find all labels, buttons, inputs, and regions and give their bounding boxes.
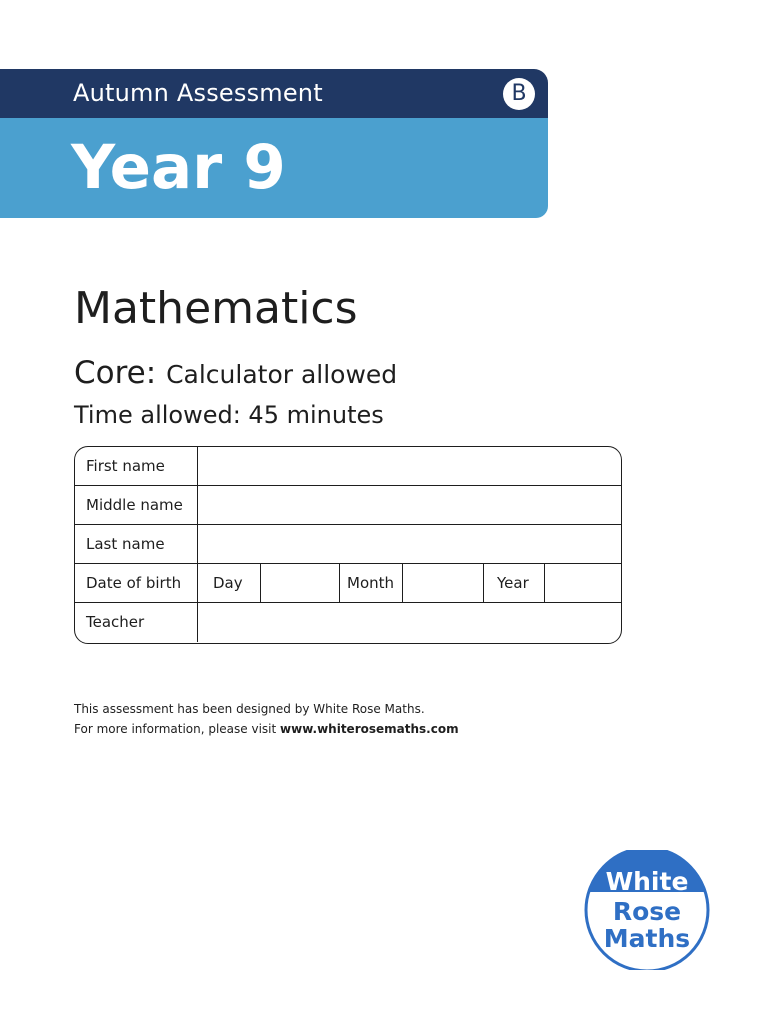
student-details-form xyxy=(74,446,622,644)
subject-title: Mathematics xyxy=(74,283,358,334)
middle-name-row xyxy=(75,486,621,525)
time-allowed: Time allowed: 45 minutes xyxy=(74,401,384,429)
year-field[interactable] xyxy=(545,564,621,602)
tier-badge: B xyxy=(503,78,535,110)
last-name-field[interactable] xyxy=(198,525,621,563)
assessment-bar xyxy=(0,69,548,118)
last-name-label: Last name xyxy=(86,535,165,553)
day-label: Day xyxy=(213,574,243,592)
middle-name-label: Middle name xyxy=(86,496,183,514)
logo-word-maths: Maths xyxy=(603,924,691,953)
divider xyxy=(483,564,484,602)
logo-word-rose: Rose xyxy=(612,897,682,926)
website-link[interactable]: www.whiterosemaths.com xyxy=(280,722,459,736)
paper-type xyxy=(74,353,397,395)
divider xyxy=(339,564,340,602)
footer-prefix: For more information, please visit xyxy=(74,722,281,736)
first-name-row xyxy=(75,447,621,486)
title-banner xyxy=(0,69,548,218)
middle-name-field[interactable] xyxy=(198,486,621,524)
divider xyxy=(197,564,198,602)
last-name-row xyxy=(75,525,621,564)
date-of-birth-row xyxy=(75,564,621,603)
first-name-field[interactable] xyxy=(198,447,621,485)
year-label: Year xyxy=(497,574,529,592)
teacher-field[interactable] xyxy=(198,603,621,642)
month-field[interactable] xyxy=(403,564,483,602)
logo-word-white: White xyxy=(605,867,689,896)
month-label: Month xyxy=(347,574,395,592)
day-field[interactable] xyxy=(261,564,339,602)
teacher-row xyxy=(75,603,621,642)
first-name-label: First name xyxy=(86,457,165,475)
calculator-text: Calculator allowed xyxy=(166,360,398,389)
teacher-label: Teacher xyxy=(86,613,145,631)
footer-line-1: This assessment has been designed by White Rose Maths. xyxy=(74,702,425,716)
year-bar xyxy=(0,118,548,218)
white-rose-maths-logo xyxy=(582,850,712,970)
core-label: Core: xyxy=(74,355,157,391)
dob-label: Date of birth xyxy=(86,574,182,592)
footer-line-2 xyxy=(74,719,459,739)
footer-note xyxy=(74,699,459,739)
assessment-label: Autumn Assessment xyxy=(73,79,323,107)
year-title: Year 9 xyxy=(71,132,286,203)
